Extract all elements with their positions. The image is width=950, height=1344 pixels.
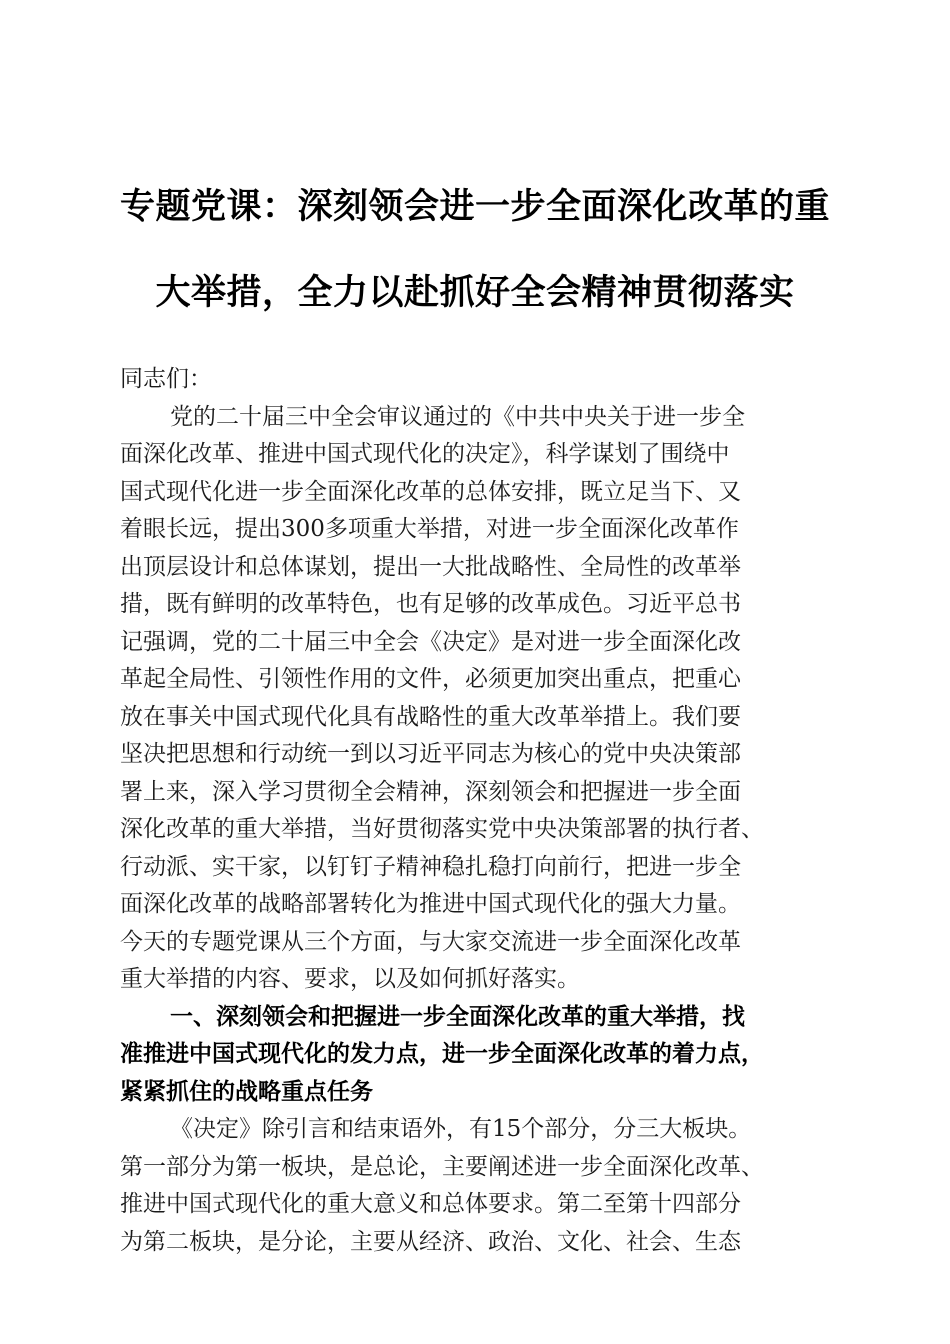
heading-line: 一、深刻领会和把握进一步全面深化改革的重大举措，找 bbox=[170, 1003, 745, 1030]
paragraph-line: 着眼长远，提出300多项重大举措，对进一步全面深化改革作 bbox=[120, 516, 739, 542]
paragraph-line: 国式现代化进一步全面深化改革的总体安排，既立足当下、又 bbox=[120, 478, 741, 505]
paragraph-line: 今天的专题党课从三个方面，与大家交流进一步全面深化改革 bbox=[120, 928, 741, 955]
section-heading bbox=[120, 999, 832, 1112]
paragraph-line: 措，既有鲜明的改革特色，也有足够的改革成色。习近平总书 bbox=[120, 591, 741, 617]
paragraph-intro bbox=[120, 399, 832, 999]
paragraph-line: 面深化改革、推进中国式现代化的决定》，科学谋划了围绕中 bbox=[120, 441, 730, 467]
paragraph-line: 推进中国式现代化的重大意义和总体要求。第二至第十四部分 bbox=[120, 1191, 741, 1217]
paragraph-line: 为第二板块，是分论，主要从经济、政治、文化、社会、生态 bbox=[120, 1228, 741, 1255]
document-body bbox=[120, 361, 832, 1261]
paragraph-line: 第一部分为第一板块，是总论，主要阐述进一步全面深化改革、 bbox=[120, 1153, 764, 1180]
paragraph-line: 坚决把思想和行动统一到以习近平同志为核心的党中央决策部 bbox=[120, 741, 741, 767]
paragraph-line: 面深化改革的战略部署转化为推进中国式现代化的强大力量。 bbox=[120, 891, 741, 917]
paragraph-line: 党的二十届三中全会审议通过的《中共中央关于进一步全 bbox=[170, 403, 745, 430]
paragraph-line: 记强调，党的二十届三中全会《决定》是对进一步全面深化改 bbox=[120, 628, 741, 655]
paragraph-line: 放在事关中国式现代化具有战略性的重大改革举措上。我们要 bbox=[120, 703, 741, 730]
paragraph-line: 深化改革的重大举措，当好贯彻落实党中央决策部署的执行者、 bbox=[120, 816, 764, 842]
paragraph-decision bbox=[120, 1111, 832, 1261]
paragraph-line: 署上来，深入学习贯彻全会精神，深刻领会和把握进一步全面 bbox=[120, 778, 741, 805]
salutation: 同志们： bbox=[120, 366, 212, 392]
heading-line: 准推进中国式现代化的发力点，进一步全面深化改革的着力点， bbox=[120, 1041, 764, 1067]
paragraph-line: 重大举措的内容、要求，以及如何抓好落实。 bbox=[120, 966, 580, 992]
document-title bbox=[100, 164, 850, 336]
paragraph-line: 革起全局性、引领性作用的文件，必须更加突出重点，把重心 bbox=[120, 666, 741, 692]
title-line: 大举措，全力以赴抓好全会精神贯彻落实 bbox=[155, 272, 795, 313]
heading-line: 紧紧抓住的战略重点任务 bbox=[120, 1078, 373, 1105]
title-line: 专题党课：深刻领会进一步全面深化改革的重 bbox=[119, 186, 830, 227]
paragraph-line: 《决定》除引言和结束语外，有15个部分，分三大板块。 bbox=[170, 1116, 752, 1142]
paragraph-line: 出顶层设计和总体谋划，提出一大批战略性、全局性的改革举 bbox=[120, 553, 741, 580]
paragraph-line: 行动派、实干家，以钉钉子精神稳扎稳打向前行，把进一步全 bbox=[120, 853, 741, 880]
